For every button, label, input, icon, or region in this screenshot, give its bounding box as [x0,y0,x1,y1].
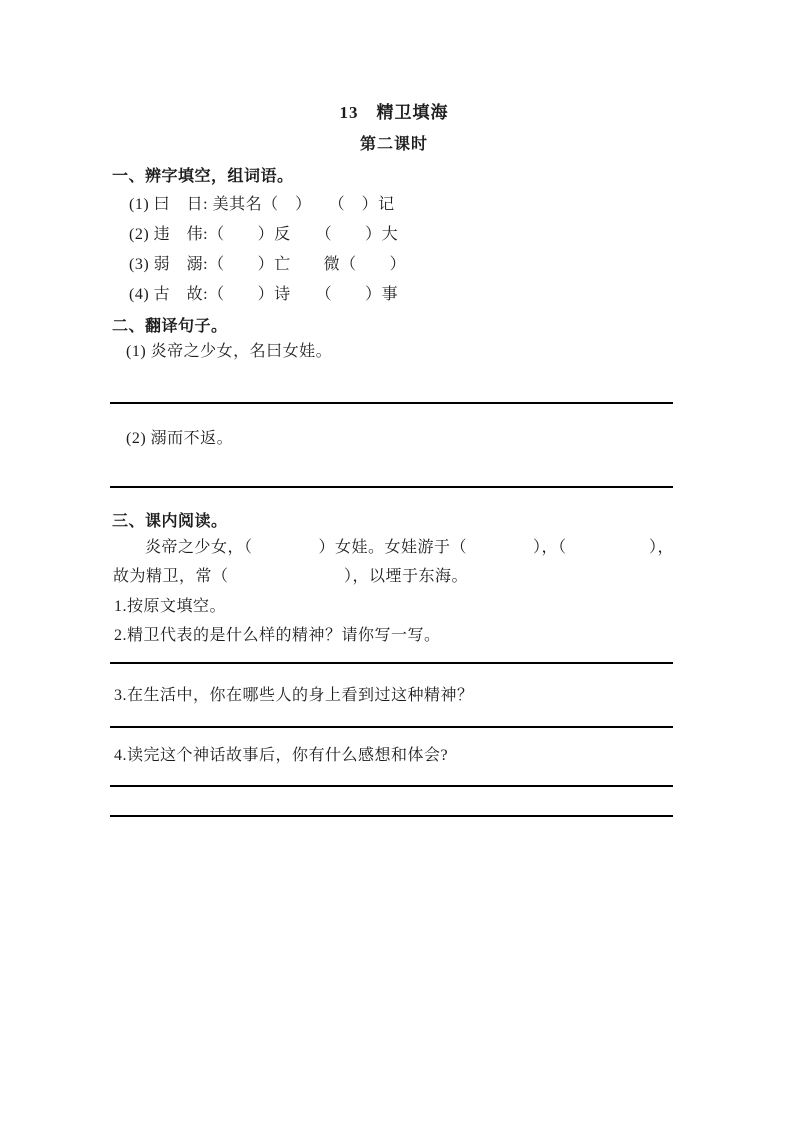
question-4: 4.读完这个神话故事后，你有什么感想和体会? [114,747,449,764]
question-1: 1.按原文填空。 [114,598,227,615]
answer-line [110,662,673,664]
doc-subtitle: 第二课时 [359,136,428,153]
fill-blank-item-1: (1) 曰 日: 美其名（ ） （ ）记 [129,196,395,213]
fill-blank-item-2: (2) 违 伟:（ ）反 （ ）大 [129,226,399,243]
answer-line [110,815,673,817]
translate-item-1: (1) 炎帝之少女，名曰女娃。 [126,343,333,360]
section1-heading: 一、辨字填空，组词语。 [112,168,294,185]
question-2: 2.精卫代表的是什么样的精神？请你写一写。 [114,627,441,644]
section2-heading: 二、翻译句子。 [112,318,228,335]
doc-title: 13 精卫填海 [339,103,449,122]
answer-line [110,486,673,488]
section3-heading: 三、课内阅读。 [112,513,228,530]
answer-line [110,726,673,728]
question-3: 3.在生活中，你在哪些人的身上看到过这种精神？ [114,687,474,704]
fill-blank-item-4: (4) 古 故:（ ）诗 （ ）事 [129,286,399,303]
passage-line-2: 故为精卫，常（ ），以堙于东海。 [113,568,469,585]
fill-blank-item-3: (3) 弱 溺:（ ）亡 微（ ） [129,256,407,273]
answer-line [110,785,673,787]
passage-line-1: 炎帝之少女，（ ）女娃。女娃游于（ ），（ ）， [145,539,675,556]
answer-line [110,402,673,404]
translate-item-2: (2) 溺而不返。 [126,430,234,447]
